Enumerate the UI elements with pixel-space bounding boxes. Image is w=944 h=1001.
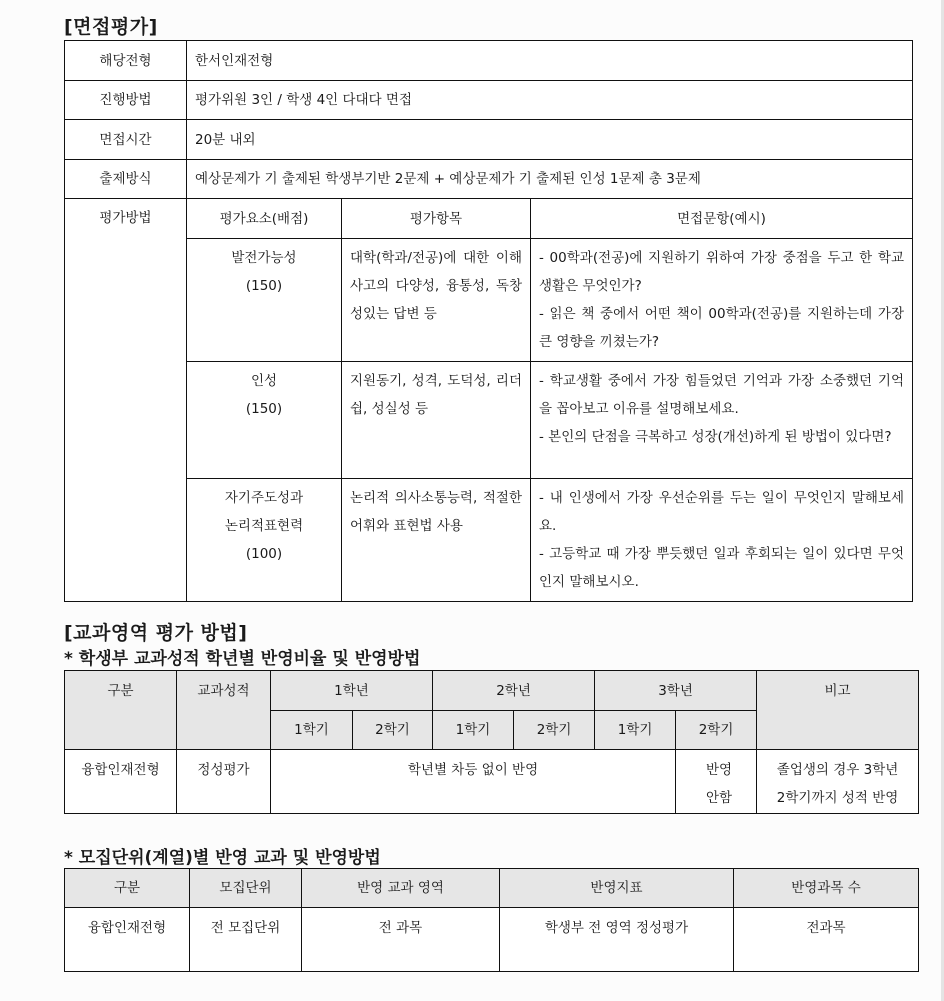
eval-questions xyxy=(531,479,913,602)
eval-row xyxy=(65,479,913,602)
element-name: 자기주도성과 xyxy=(224,490,304,506)
eval-header: 면접문항(예시) xyxy=(531,199,913,239)
eval-element xyxy=(187,362,342,479)
question: - 00학과(전공)에 지원하기 위하여 가장 중점을 두고 한 학교생활은 무엇인가? xyxy=(539,250,904,294)
table-row xyxy=(65,750,919,814)
header-row xyxy=(65,671,919,711)
eval-element xyxy=(187,239,342,362)
eval-questions xyxy=(531,239,913,362)
cell-note xyxy=(757,750,919,814)
eval-items: 대학(학과/전공)에 대한 이해 사고의 다양성, 융통성, 독창성있는 답변 등 xyxy=(342,239,531,362)
cell-index: 학생부 전 영역 정성평가 xyxy=(500,908,734,972)
row-label: 해당전형 xyxy=(65,41,187,81)
header-row xyxy=(65,869,919,908)
header-grades: 교과성적 xyxy=(177,671,271,750)
header-note: 비고 xyxy=(757,671,919,750)
eval-method-label: 평가방법 xyxy=(65,199,187,602)
note-line: 2학기까지 성적 반영 xyxy=(776,790,899,806)
element-score: (150) xyxy=(245,401,283,417)
question: - 학교생활 중에서 가장 힘들었던 기억과 가장 소중했던 기억을 꼽아보고 이유를 설명해보세요. xyxy=(539,373,904,417)
question: - 읽은 책 중에서 어떤 책이 00학과(전공)를 지원하는데 가장 큰 영향을 끼쳤는가? xyxy=(539,306,904,350)
table-row xyxy=(65,81,913,120)
question: - 고등학교 때 가장 뿌듯했던 일과 후회되는 일이 있다면 무엇인지 말해보시오. xyxy=(539,546,904,590)
row-label: 진행방법 xyxy=(65,81,187,120)
table-row xyxy=(65,199,913,239)
row-value: 평가위원 3인 / 학생 4인 다대다 면접 xyxy=(187,81,913,120)
header-semester: 2학기 xyxy=(514,711,595,750)
table-row xyxy=(65,160,913,199)
header-semester: 2학기 xyxy=(353,711,433,750)
element-name: 인성 xyxy=(250,373,278,389)
header-semester: 1학기 xyxy=(271,711,353,750)
header-year-3: 3학년 xyxy=(595,671,757,711)
cell-unit: 전 모집단위 xyxy=(190,908,302,972)
element-score: (150) xyxy=(245,278,283,294)
element-name: 발전가능성 xyxy=(231,250,297,266)
cell-subject-count: 전과목 xyxy=(734,908,919,972)
eval-header: 평가항목 xyxy=(342,199,531,239)
last-semester-line: 반영 xyxy=(705,762,733,778)
eval-row xyxy=(65,362,913,479)
row-value: 한서인재전형 xyxy=(187,41,913,81)
question: - 본인의 단점을 극복하고 성장(개선)하게 된 방법이 있다면? xyxy=(539,429,892,445)
eval-element xyxy=(187,479,342,602)
header-category: 구분 xyxy=(65,671,177,750)
header-year-1: 1학년 xyxy=(271,671,433,711)
grade-table-subtitle: * 학생부 교과성적 학년별 반영비율 및 반영방법 xyxy=(64,649,421,669)
header-subject-count: 반영과목 수 xyxy=(734,869,919,908)
eval-items: 지원동기, 성격, 도덕성, 리더쉽, 성실성 등 xyxy=(342,362,531,479)
note-line: 졸업생의 경우 3학년 xyxy=(776,762,899,778)
eval-items: 논리적 의사소통능력, 적절한 어휘와 표현법 사용 xyxy=(342,479,531,602)
table-row xyxy=(65,908,919,972)
element-name: 논리적표현력 xyxy=(224,518,304,534)
header-subject-area: 반영 교과 영역 xyxy=(302,869,500,908)
table-row xyxy=(65,120,913,160)
header-semester: 1학기 xyxy=(433,711,514,750)
cell-grades: 정성평가 xyxy=(177,750,271,814)
cell-last-semester xyxy=(676,750,757,814)
last-semester-line: 안함 xyxy=(705,790,733,806)
unit-table-subtitle: * 모집단위(계열)별 반영 교과 및 반영방법 xyxy=(64,848,381,868)
grade-ratio-table xyxy=(64,670,919,814)
interview-section-title: [면접평가] xyxy=(64,16,158,38)
cell-category: 융합인재전형 xyxy=(65,908,190,972)
eval-header: 평가요소(배점) xyxy=(187,199,342,239)
header-category: 구분 xyxy=(65,869,190,908)
row-label: 출제방식 xyxy=(65,160,187,199)
cell-subject-area: 전 과목 xyxy=(302,908,500,972)
unit-table xyxy=(64,868,919,972)
header-semester: 2학기 xyxy=(676,711,757,750)
eval-questions xyxy=(531,362,913,479)
interview-table xyxy=(64,40,913,602)
row-label: 면접시간 xyxy=(65,120,187,160)
eval-row xyxy=(65,239,913,362)
subject-section-title: [교과영역 평가 방법] xyxy=(64,622,248,644)
row-value: 20분 내외 xyxy=(187,120,913,160)
question: - 내 인생에서 가장 우선순위를 두는 일이 무엇인지 말해보세요. xyxy=(539,490,904,534)
table-row xyxy=(65,41,913,81)
header-semester: 1학기 xyxy=(595,711,676,750)
header-index: 반영지표 xyxy=(500,869,734,908)
cell-reflection: 학년별 차등 없이 반영 xyxy=(271,750,676,814)
header-year-2: 2학년 xyxy=(433,671,595,711)
row-value: 예상문제가 기 출제된 학생부기반 2문제 + 예상문제가 기 출제된 인성 1문제 총 3문제 xyxy=(187,160,913,199)
cell-category: 융합인재전형 xyxy=(65,750,177,814)
element-score: (100) xyxy=(245,546,283,562)
header-unit: 모집단위 xyxy=(190,869,302,908)
